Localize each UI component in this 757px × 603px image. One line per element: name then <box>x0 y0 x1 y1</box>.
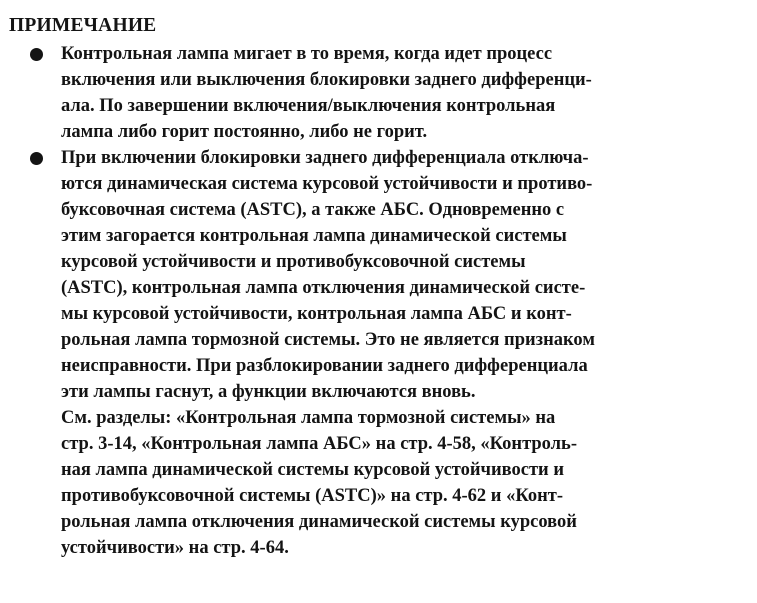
note-title: ПРИМЕЧАНИЕ <box>9 15 157 36</box>
bullet-list <box>9 41 749 561</box>
text-line: устойчивости» на стр. 4-64. <box>61 538 289 558</box>
text-line: неисправности. При разблокировании заднего дифференциала <box>61 356 588 376</box>
text-line: мы курсовой устойчивости, контрольная лампа АБС и конт- <box>61 304 572 324</box>
text-line: рольная лампа отключения динамической системы курсовой <box>61 512 577 532</box>
text-line: Контрольная лампа мигает в то время, когда идет процесс <box>61 44 553 64</box>
text-line: эти лампы гаснут, а функции включаются вновь. <box>61 382 476 402</box>
text-line: (ASTC), контрольная лампа отключения динамической систе- <box>61 278 586 298</box>
text-line: курсовой устойчивости и противобуксовочной системы <box>61 252 526 272</box>
text-line: При включении блокировки заднего дифференциала отключа- <box>61 148 589 168</box>
text-line: лампа либо горит постоянно, либо не горит. <box>61 122 428 142</box>
text-line: стр. 3-14, «Контрольная лампа АБС» на стр. 4-58, «Контроль- <box>61 434 577 454</box>
text-line: буксовочная система (ASTC), а также АБС. Одновременно с <box>61 200 565 220</box>
text-line: ала. По завершении включения/выключения контрольная <box>61 96 556 116</box>
text-line: ются динамическая система курсовой устойчивости и противо- <box>61 174 593 194</box>
note-block <box>9 14 749 561</box>
bullet-item <box>9 145 749 561</box>
bullet-dot-icon <box>30 152 43 165</box>
text-line: включения или выключения блокировки заднего дифференци- <box>61 70 592 90</box>
text-line: ная лампа динамической системы курсовой устойчивости и <box>61 460 565 480</box>
text-line: рольная лампа тормозной системы. Это не является признаком <box>61 330 595 350</box>
text-line: этим загорается контрольная лампа динамической системы <box>61 226 567 246</box>
bullet-item <box>9 41 749 145</box>
text-line: См. разделы: «Контрольная лампа тормозной системы» на <box>61 408 556 428</box>
text-line: противобуксовочной системы (ASTC)» на стр. 4-62 и «Конт- <box>61 486 563 506</box>
bullet-dot-icon <box>30 48 43 61</box>
